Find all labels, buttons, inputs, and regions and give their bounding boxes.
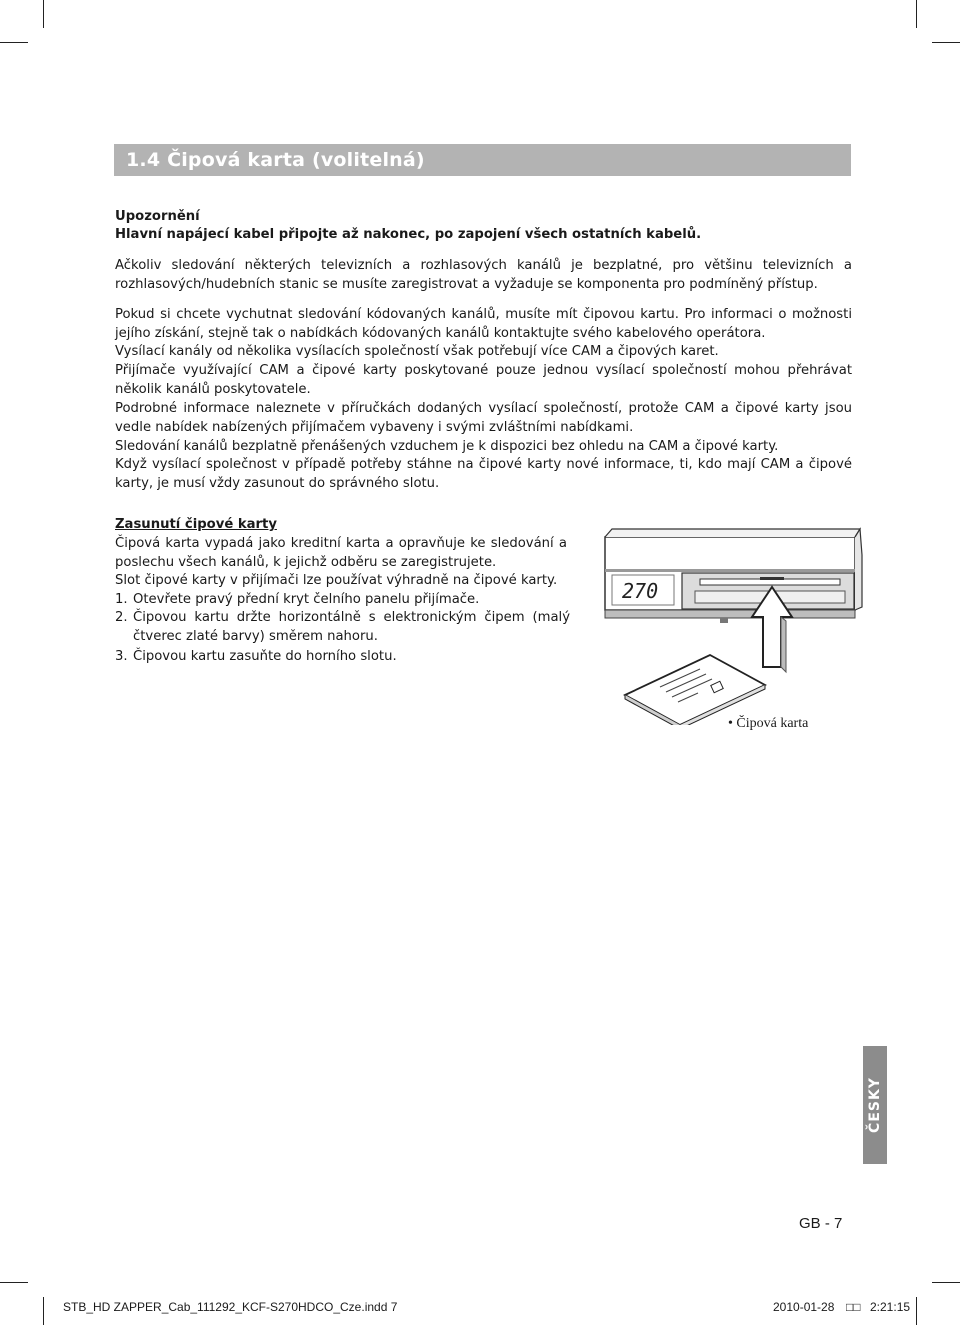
step-text: Čipovou kartu zasuňte do horního slotu.: [133, 649, 397, 664]
footer-time: 2:21:15: [870, 1300, 911, 1314]
paragraph: Když vysílací společnost v případě potřeby stáhne na čipové karty nové informace, ti, kdo mají CAM a čipové karty, je musí vždy zasunout do správného slotu.: [115, 457, 852, 491]
warning-text: Hlavní napájecí kabel připojte až nakonec, po zapojení všech ostatních kabelů.: [115, 227, 702, 242]
paragraph: Sledování kanálů bezplatně přenášených vzduchem je k dispozici bez ohledu na CAM a čipové karty.: [115, 439, 779, 454]
step-number: 1.: [115, 592, 128, 607]
step-number: 3.: [115, 649, 128, 664]
crop-mark: [43, 1297, 44, 1325]
footer-glyphs: □□: [846, 1300, 861, 1314]
paragraph: Podrobné informace naleznete v příručkách dodaných vysílací společností, protože CAM a čipové karty jsou vedle nabídek nabízených přijímačem vybaveny i svými zvláštními nabídkami.: [115, 401, 852, 435]
crop-mark: [932, 1282, 960, 1283]
step-text: Čipovou kartu držte horizontálně s elektronickým čipem (malý čtverec zlaté barvy) směrem nahoru.: [133, 610, 570, 644]
receiver-illustration: [600, 525, 870, 725]
receiver-display: 270: [622, 579, 659, 603]
crop-mark: [0, 42, 28, 43]
card-label: • Čipová karta: [728, 716, 809, 731]
crop-mark: [916, 1297, 917, 1325]
crop-mark: [916, 0, 917, 28]
footer-file: STB_HD ZAPPER_Cab_111292_KCF-S270HDCO_Cze.indd 7: [63, 1300, 398, 1314]
step-number: 2.: [115, 610, 128, 625]
crop-mark: [932, 42, 960, 43]
footer-date: 2010-01-28: [773, 1300, 835, 1314]
step-item: [115, 648, 570, 667]
insertion-heading: Zasunutí čipové karty: [115, 517, 277, 532]
paragraph: Ačkoliv sledování některých televizních a rozhlasových kanálů je bezplatné, pro většinu televizních a rozhlasových/hudebních stanic se musíte zaregistrovat a vyžaduje se komponenta pro podmíněný přístup.: [115, 258, 852, 292]
warning-heading: Upozornění: [115, 209, 200, 224]
paragraph: Přijímače využívající CAM a čipové karty poskytované pouze jednou vysílací společností mohou přehrávat několik kanálů poskytovatele.: [115, 363, 852, 397]
language-tab: [863, 1046, 887, 1164]
paragraph: Pokud si chcete vychutnat sledování kódovaných kanálů, musíte mít čipovou kartu. Pro informaci o možnosti jejího získání, stejně tak o nabídkách kódovaných kanálů kontaktujte svého kabelového operátora.: [115, 307, 852, 341]
section-title: 1.4 Čipová karta (volitelná): [126, 149, 425, 171]
step-item: [115, 609, 570, 646]
smart-card: [625, 655, 765, 725]
page-number: GB - 7: [799, 1215, 843, 1232]
insertion-note: Slot čipové karty v přijímači lze používat výhradně na čipové karty.: [115, 573, 558, 588]
language-tab-label: ČESKY: [867, 1077, 884, 1133]
insertion-intro: Čipová karta vypadá jako kreditní karta a opravňuje ke sledování a poslechu všech kanálů, k jejichž odběru se zaregistrujete.: [115, 536, 567, 570]
crop-mark: [43, 0, 44, 28]
step-text: Otevřete pravý přední kryt čelního panelu přijímače.: [133, 592, 480, 607]
crop-mark: [0, 1282, 28, 1283]
section-title-bar: [114, 144, 851, 176]
paragraph: Vysílací kanály od několika vysílacích společností však potřebují více CAM a čipových karet.: [115, 344, 719, 359]
step-item: [115, 591, 570, 610]
